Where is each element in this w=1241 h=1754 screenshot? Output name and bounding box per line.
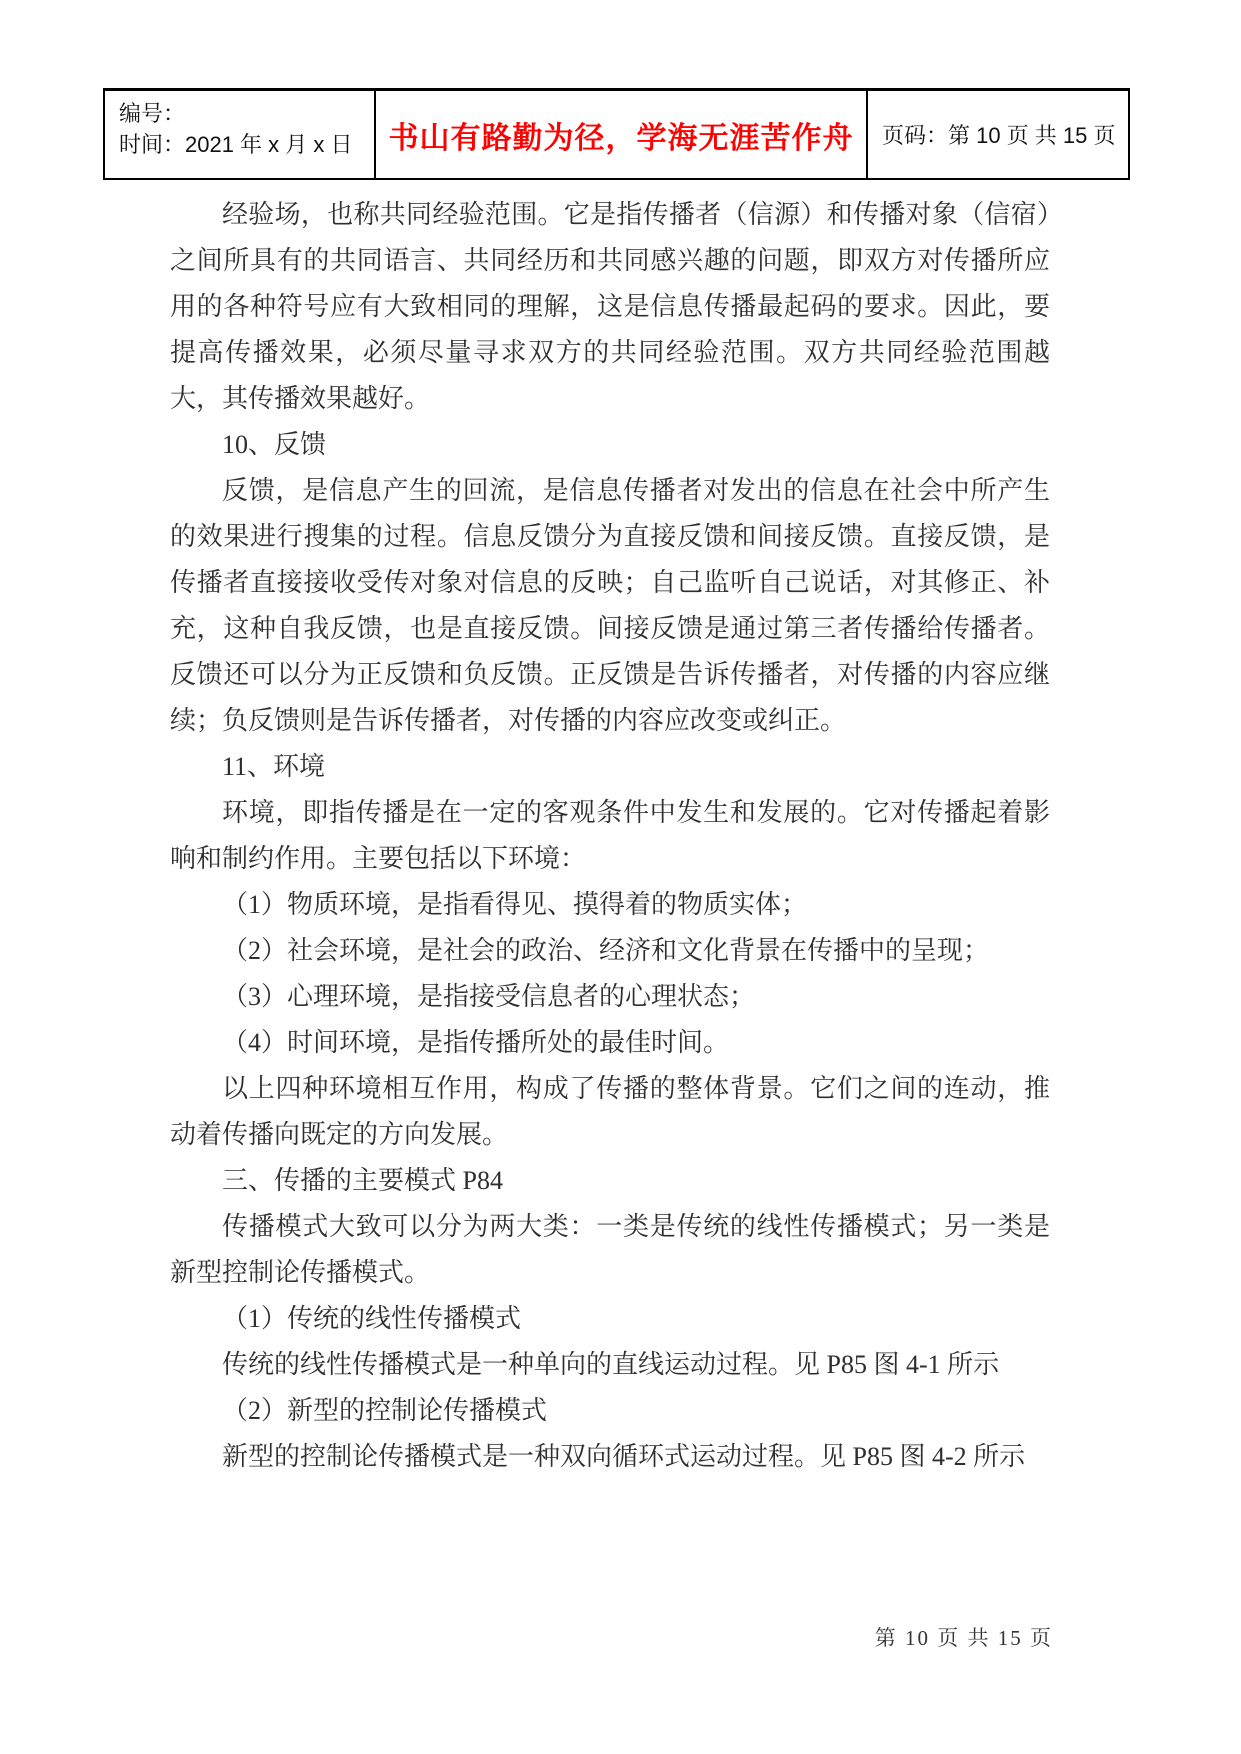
header-motto-cell [376,91,868,178]
document-date-label: 时间：2021 年 x 月 x 日 [119,132,353,157]
list-item-time-environment: （4）时间环境，是指传播所处的最佳时间。 [222,1028,730,1057]
paragraph-environment-summary: 以上四种环境相互作用，构成了传播的整体背景。它们之间的连动，推动着传播向既定的方向发展。 [170,1074,1050,1149]
paragraph-model-categories: 传播模式大致可以分为两大类：一类是传统的线性传播模式；另一类是新型控制论传播模式。 [170,1212,1050,1287]
list-item-physical-environment: （1）物质环境，是指看得见、摸得着的物质实体； [222,890,808,919]
footer-page-number: 第 10 页 共 15 页 [874,1626,1053,1650]
list-item-psychological-environment: （3）心理环境，是指接受信息者的心理状态； [222,982,756,1011]
header-page-label: 页码：第 10 页 共 15 页 [882,123,1116,148]
page-header-table [103,88,1130,180]
paragraph-linear-model: 传统的线性传播模式是一种单向的直线运动过程。见 P85 图 4-1 所示 [222,1350,1000,1379]
heading-10-feedback: 10、反馈 [222,430,327,459]
header-meta-cell [105,91,376,178]
paragraph-feedback: 反馈，是信息产生的回流，是信息传播者对发出的信息在社会中所产生的效果进行搜集的过程。信息反馈分为直接反馈和间接反馈。直接反馈，是传播者直接接收受传对象对信息的反映；自己监听自己说话，对其修正、补充，这种自我反馈，也是直接反馈。间接反馈是通过第三者传播给传播者。反馈还可以分为正反馈和负反馈。正反馈是告诉传播者，对传播的内容应继续；负反馈则是告诉传播者，对传播的内容应改变或纠正。 [170,476,1050,735]
header-pagenumber-cell [868,91,1128,178]
heading-cybernetic-model: （2）新型的控制论传播模式 [222,1396,548,1425]
paragraph-experience-field: 经验场，也称共同经验范围。它是指传播者（信源）和传播对象（信宿）之间所具有的共同语言、共同经历和共同感兴趣的问题，即双方对传播所应用的各种符号应有大致相同的理解，这是信息传播最起码的要求。因此，要提高传播效果，必须尽量寻求双方的共同经验范围。双方共同经验范围越大，其传播效果越好。 [170,200,1050,413]
heading-linear-model: （1）传统的线性传播模式 [222,1304,522,1333]
paragraph-cybernetic-model: 新型的控制论传播模式是一种双向循环式运动过程。见 P85 图 4-2 所示 [222,1442,1026,1471]
document-number-label: 编号： [119,101,186,126]
heading-11-environment: 11、环境 [222,752,326,781]
motto-text: 书山有路勤为径，学海无涯苦作舟 [388,121,854,155]
document-body [170,192,1050,1480]
paragraph-environment-intro: 环境，即指传播是在一定的客观条件中发生和发展的。它对传播起着影响和制约作用。主要包括以下环境： [170,798,1050,873]
heading-3-main-models: 三、传播的主要模式 P84 [222,1166,503,1195]
list-item-social-environment: （2）社会环境，是社会的政治、经济和文化背景在传播中的呈现； [222,936,990,965]
